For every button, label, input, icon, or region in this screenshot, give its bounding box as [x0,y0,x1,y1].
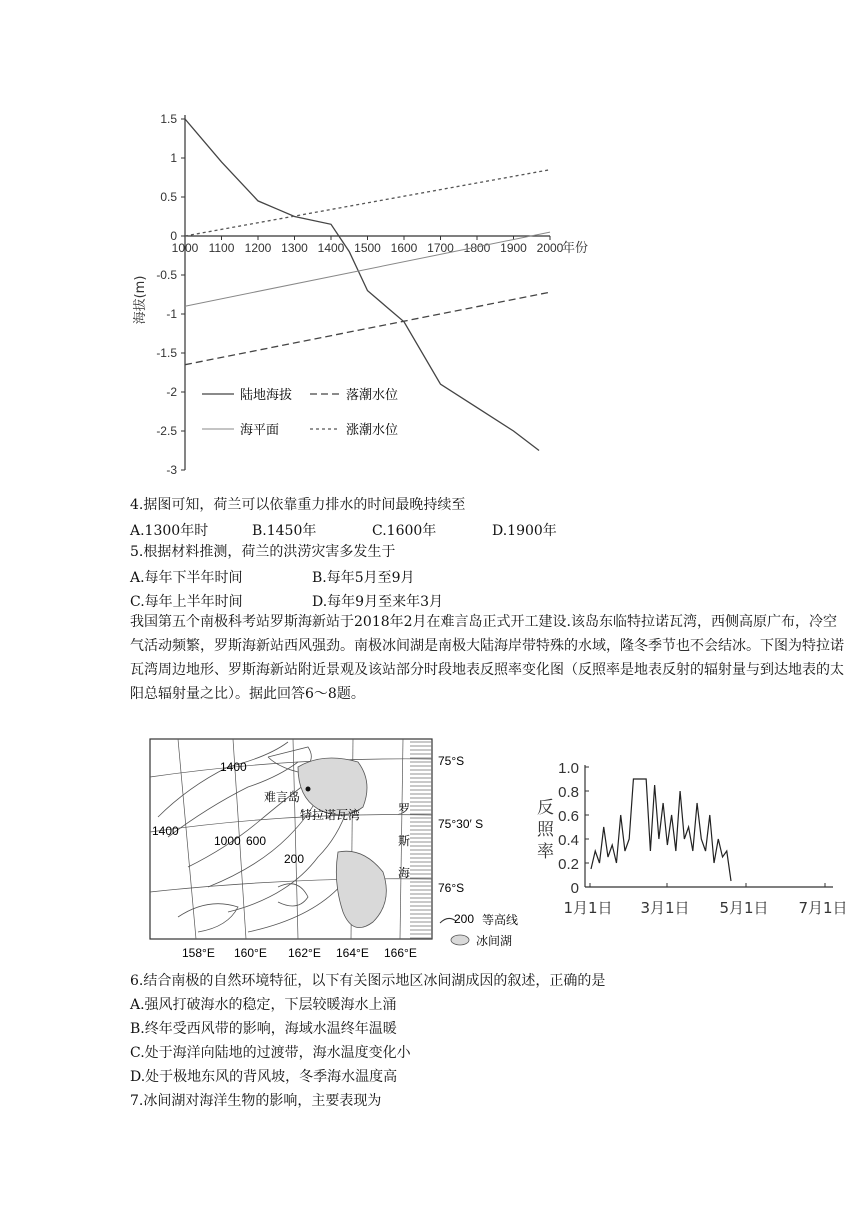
albedo-ylabel-3: 率 [537,842,554,862]
y-tick-label: -2 [166,385,177,399]
lon-label-162: 162°E [288,946,321,960]
lon-label-164: 164°E [336,946,369,960]
y-tick-label: -3 [166,463,177,477]
legend-land: 陆地海拔 [240,388,293,403]
q5-option-b[interactable]: B.每年5月至9月 [312,570,415,586]
legend-ebb: 落潮水位 [346,388,399,403]
legend-polynya: 冰间湖 [476,934,513,948]
q6-option-d[interactable]: D.处于极地东风的背风坡，冬季海水温度高 [130,1069,398,1085]
y-tick-label: 1.5 [160,112,177,126]
q5-option-d[interactable]: D.每年9月至来年3月 [312,594,443,610]
x-tick-label: 1700 [427,241,454,255]
contour-label-1400a: 1400 [220,760,247,774]
q6-stem: 6.结合南极的自然环境特征，以下有关图示地区冰间湖成因的叙述，正确的是 [130,973,606,989]
lon-label-160: 160°E [234,946,267,960]
x-tick-label: 1900 [500,241,527,255]
x-tick-label: 1300 [281,241,308,255]
albedo-chart [533,755,853,925]
legend-contour-value: 200 [454,912,475,926]
x-tick-label: 1800 [463,241,491,255]
contour-label-600: 600 [246,834,267,848]
q4-option-c[interactable]: C.1600年 [372,523,437,539]
x-tick-label: 1000 [171,241,199,255]
x-tick-label: 2000 [536,241,564,255]
passage: 我国第五个南极科考站罗斯海新站于2018年2月在难言岛正式开工建设.该岛东临特拉诺瓦湾，西侧高原广布，冷空气活动频繁，罗斯海新站西风强劲。南极冰间湖是南极大陆海岸带特殊的水域，隆冬季节也不会结冰。下图为特拉诺瓦湾周边地形、罗斯海新站附近景观及该站部分时段地表反照率变化图（反照率是地表反射的辐射量与到达地表的太阳总辐射量之比）。据此回答6～8题。 [130,614,844,702]
albedo-ylabel [537,798,559,862]
y-axis-label: 海拔(m) [133,275,148,325]
chart1-legend [202,387,398,438]
q6-option-a[interactable]: A.强风打破海水的稳定，下层较暖海水上涌 [130,997,397,1013]
lon-label-166: 166°E [384,946,417,960]
albedo-y-tick: 0 [570,880,579,897]
series-flood-tide [185,170,550,236]
x-tick-label: 1500 [354,241,381,255]
q5-option-a[interactable]: A.每年下半年时间 [130,570,243,586]
x-tick-label: 1100 [208,241,235,255]
y-tick-label: -0.5 [156,268,177,282]
elevation-chart [130,100,610,480]
y-tick-label: -1 [166,307,177,321]
place-terra-nova-bay: 特拉诺瓦湾 [300,808,361,822]
q7-stem: 7.冰间湖对海洋生物的影响，主要表现为 [130,1093,382,1109]
terra-nova-bay-map [148,737,533,962]
place-ross-1: 罗 [398,802,411,816]
albedo-ylabel-1: 反 [537,798,554,818]
series-ebb-tide [185,292,550,365]
y-tick-label: 1 [170,151,177,165]
q4-stem: 4.据图可知，荷兰可以依靠重力排水的时间最晚持续至 [130,497,466,513]
albedo-series [591,779,731,881]
x-tick-label: 1200 [244,241,272,255]
legend-flood: 涨潮水位 [346,423,399,438]
lat-label-75: 75°S [438,754,465,768]
q5-stem: 5.根据材料推测，荷兰的洪涝灾害多发生于 [130,544,396,560]
albedo-y-tick: 1.0 [558,760,579,777]
legend-sea: 海平面 [240,423,280,438]
lat-label-76: 76°S [438,881,465,895]
q4-option-a[interactable]: A.1300年时 [130,523,209,539]
y-tick-label: -1.5 [156,346,177,360]
albedo-y-tick: 0.2 [558,856,579,873]
q4-option-d[interactable]: D.1900年 [492,523,557,539]
contour-label-200: 200 [284,852,305,866]
y-tick-label: 0.5 [160,190,177,204]
place-ross-2: 斯 [398,834,411,848]
albedo-ylabel-2: 照 [537,820,554,840]
place-inexpressible-island: 难言岛 [264,790,301,804]
albedo-y-tick: 0.8 [558,784,579,801]
x-tick-label: 1600 [390,241,418,255]
place-ross-3: 海 [398,866,411,880]
x-tick-label: 1400 [317,241,345,255]
albedo-y-tick: 0.6 [558,808,579,825]
x-axis-unit: 年份 [562,241,589,256]
contour-label-1400b: 1400 [152,824,179,838]
albedo-x-tick: 3月1日 [640,899,690,917]
q5-option-c[interactable]: C.每年上半年时间 [130,594,243,610]
albedo-x-tick: 5月1日 [719,899,769,917]
albedo-x-tick: 1月1日 [563,899,613,917]
y-tick-label: -2.5 [156,424,177,438]
albedo-y-tick: 0.4 [558,832,579,849]
legend-contour: 等高线 [482,913,519,927]
lat-label-75-30: 75°30′ S [438,817,484,831]
q4-option-b[interactable]: B.1450年 [252,523,317,539]
contour-label-1000: 1000 [214,834,241,848]
q6-option-c[interactable]: C.处于海洋向陆地的过渡带，海水温度变化小 [130,1045,411,1061]
y-tick-label: 0 [170,229,177,243]
lon-label-158: 158°E [182,946,215,960]
albedo-x-tick: 7月1日 [798,899,848,917]
q6-option-b[interactable]: B.终年受西风带的影响，海域水温终年温暖 [130,1021,397,1037]
